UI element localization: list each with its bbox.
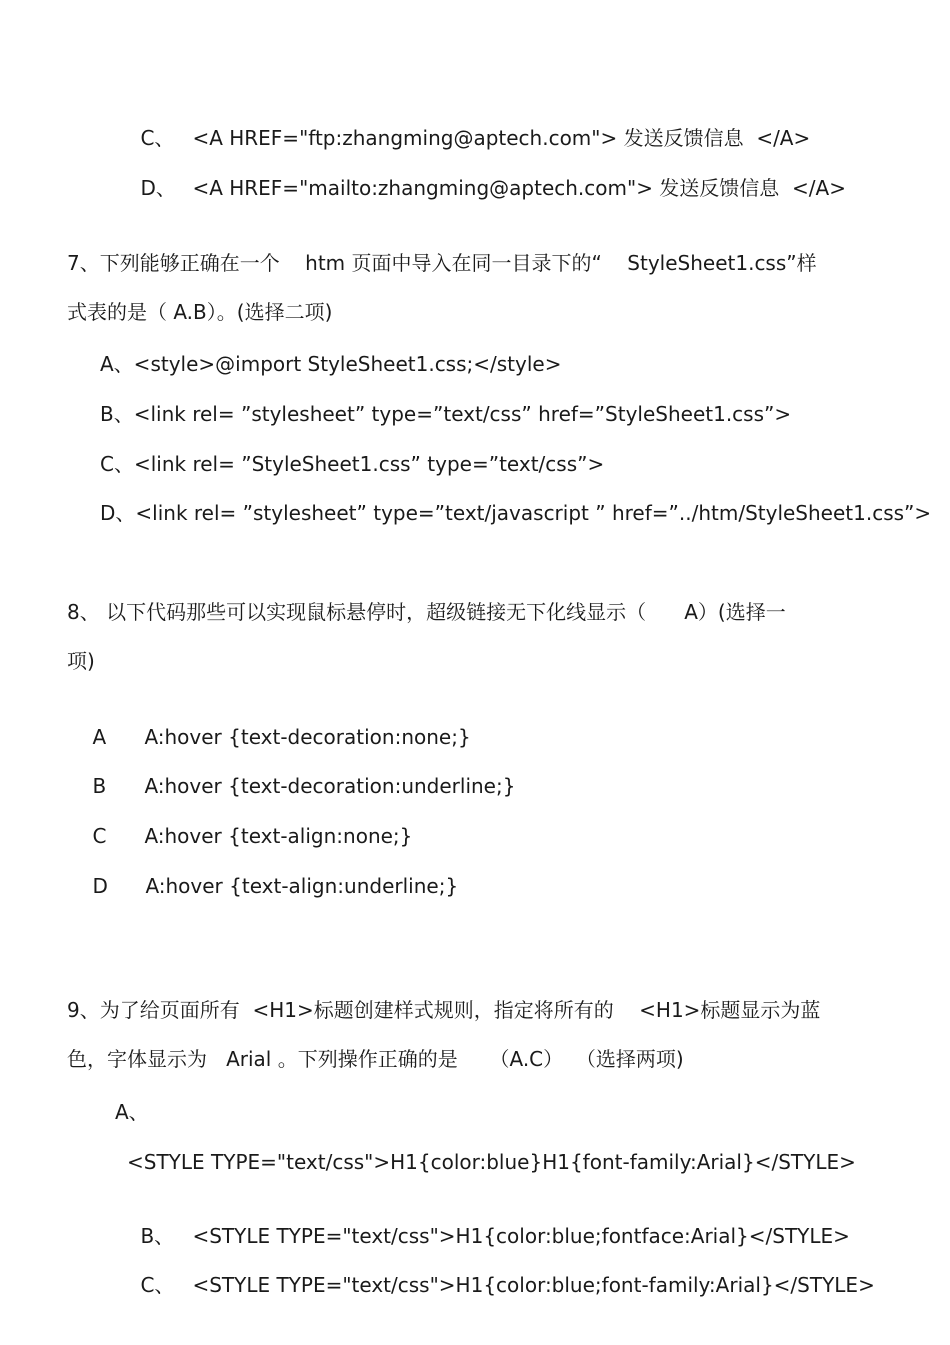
option-label: B — [92, 774, 107, 798]
q6-option-d — [115, 152, 846, 224]
q7-stem-line2: 式表的是（ A.B）。(选择二项) — [67, 300, 333, 324]
option-text: A:hover {text-decoration:none;} — [144, 725, 471, 749]
option-label: C、 — [140, 126, 175, 150]
q8-option-d — [67, 850, 458, 922]
option-label: A — [92, 725, 107, 749]
option-label: D、 — [140, 176, 176, 200]
q7-option-a: A、<style>@import StyleSheet1.css;</style> — [100, 352, 562, 376]
q9-stem-line2: 色，字体显示为 Arial 。下列操作正确的是 （A.C） （选择两项) — [67, 1047, 684, 1071]
q7-stem-line1: 7、下列能够正确在一个 htm 页面中导入在同一目录下的“ StyleSheet1.css”样 — [67, 251, 817, 275]
option-text: A:hover {text-decoration:underline;} — [144, 774, 516, 798]
option-text: <STYLE TYPE="text/css">H1{color:blue;font-family:Arial}</STYLE> — [192, 1273, 875, 1297]
q8-stem-line2: 项) — [67, 649, 95, 673]
q7-option-b: B、<link rel= ”stylesheet” type=”text/css” href=”StyleSheet1.css”> — [100, 402, 792, 426]
option-text: A:hover {text-align:none;} — [144, 824, 413, 848]
option-text: A:hover {text-align:underline;} — [145, 874, 459, 898]
option-label: C — [92, 824, 107, 848]
q9-option-a-text: <STYLE TYPE="text/css">H1{color:blue}H1{font-family:Arial}</STYLE> — [127, 1150, 856, 1174]
q9-stem-line1: 9、为了给页面所有 <H1>标题创建样式规则，指定将所有的 <H1>标题显示为蓝 — [67, 998, 821, 1022]
q7-option-c: C、<link rel= ”StyleSheet1.css” type=”text/css”> — [100, 452, 605, 476]
q9-option-c — [115, 1249, 875, 1321]
option-label: D — [92, 874, 108, 898]
q7-option-d: D、<link rel= ”stylesheet” type=”text/javascript ” href=”../htm/StyleSheet1.css”> — [100, 501, 932, 525]
option-text: <A HREF="ftp:zhangming@aptech.com"> 发送反馈信息 </A> — [192, 126, 811, 150]
option-label: B、 — [140, 1224, 175, 1248]
option-text: <A HREF="mailto:zhangming@aptech.com"> 发送反馈信息 </A> — [192, 176, 846, 200]
option-text: <STYLE TYPE="text/css">H1{color:blue;fontface:Arial}</STYLE> — [192, 1224, 850, 1248]
q8-stem-line1: 8、 以下代码那些可以实现鼠标悬停时，超级链接无下化线显示（ A）(选择一 — [67, 600, 786, 624]
option-label: C、 — [140, 1273, 175, 1297]
q9-option-a-label: A、 — [115, 1100, 149, 1124]
